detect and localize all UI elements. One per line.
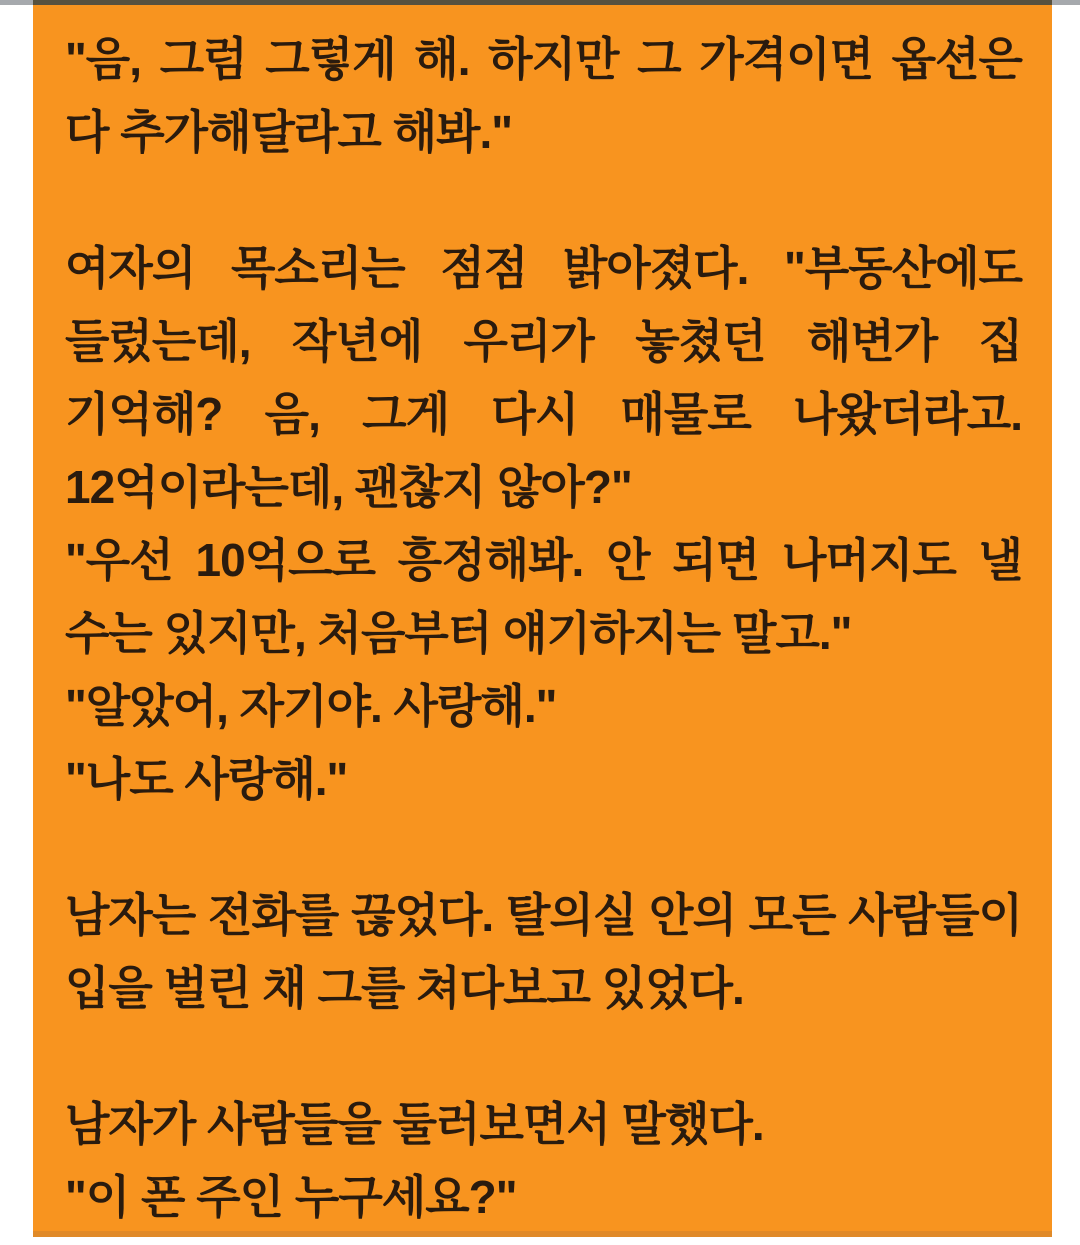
paragraph-block — [65, 1088, 1022, 1234]
paragraph: 남자가 사람들을 둘러보면서 말했다. — [65, 1098, 764, 1150]
paragraph-block — [65, 23, 1022, 169]
paragraph: "이 폰 주인 누구세요?" — [65, 1171, 517, 1223]
paragraph-block — [65, 879, 1022, 1025]
paragraph: 남자는 전화를 끊었다. 탈의실 안의 모든 사람들이 입을 벌린 채 그를 쳐다보고 있었다. — [65, 889, 1022, 1014]
paragraph: "알았어, 자기야. 사랑해." — [65, 680, 557, 732]
paragraph: 여자의 목소리는 점점 밝아졌다. "부동산에도 들렀는데, 작년에 우리가 놓쳤던 해변가 집 기억해? 음, 그게 다시 매물로 나왔더라고. 12억이라는데, 괜찮지 않아?" — [65, 242, 1022, 513]
paragraph: "음, 그럼 그렇게 해. 하지만 그 가격이면 옵션은 다 추가해달라고 해봐." — [65, 33, 1022, 158]
paragraph: "우선 10억으로 흥정해봐. 안 되면 나머지도 낼 수는 있지만, 처음부터 얘기하지는 말고." — [65, 534, 1022, 659]
top-edge-line-dark-segment — [33, 0, 1052, 5]
story-text — [33, 5, 1052, 1234]
paragraph-block — [65, 232, 1022, 816]
story-panel — [33, 5, 1052, 1237]
paragraph: "나도 사랑해." — [65, 753, 348, 805]
top-edge-line — [0, 0, 1080, 5]
